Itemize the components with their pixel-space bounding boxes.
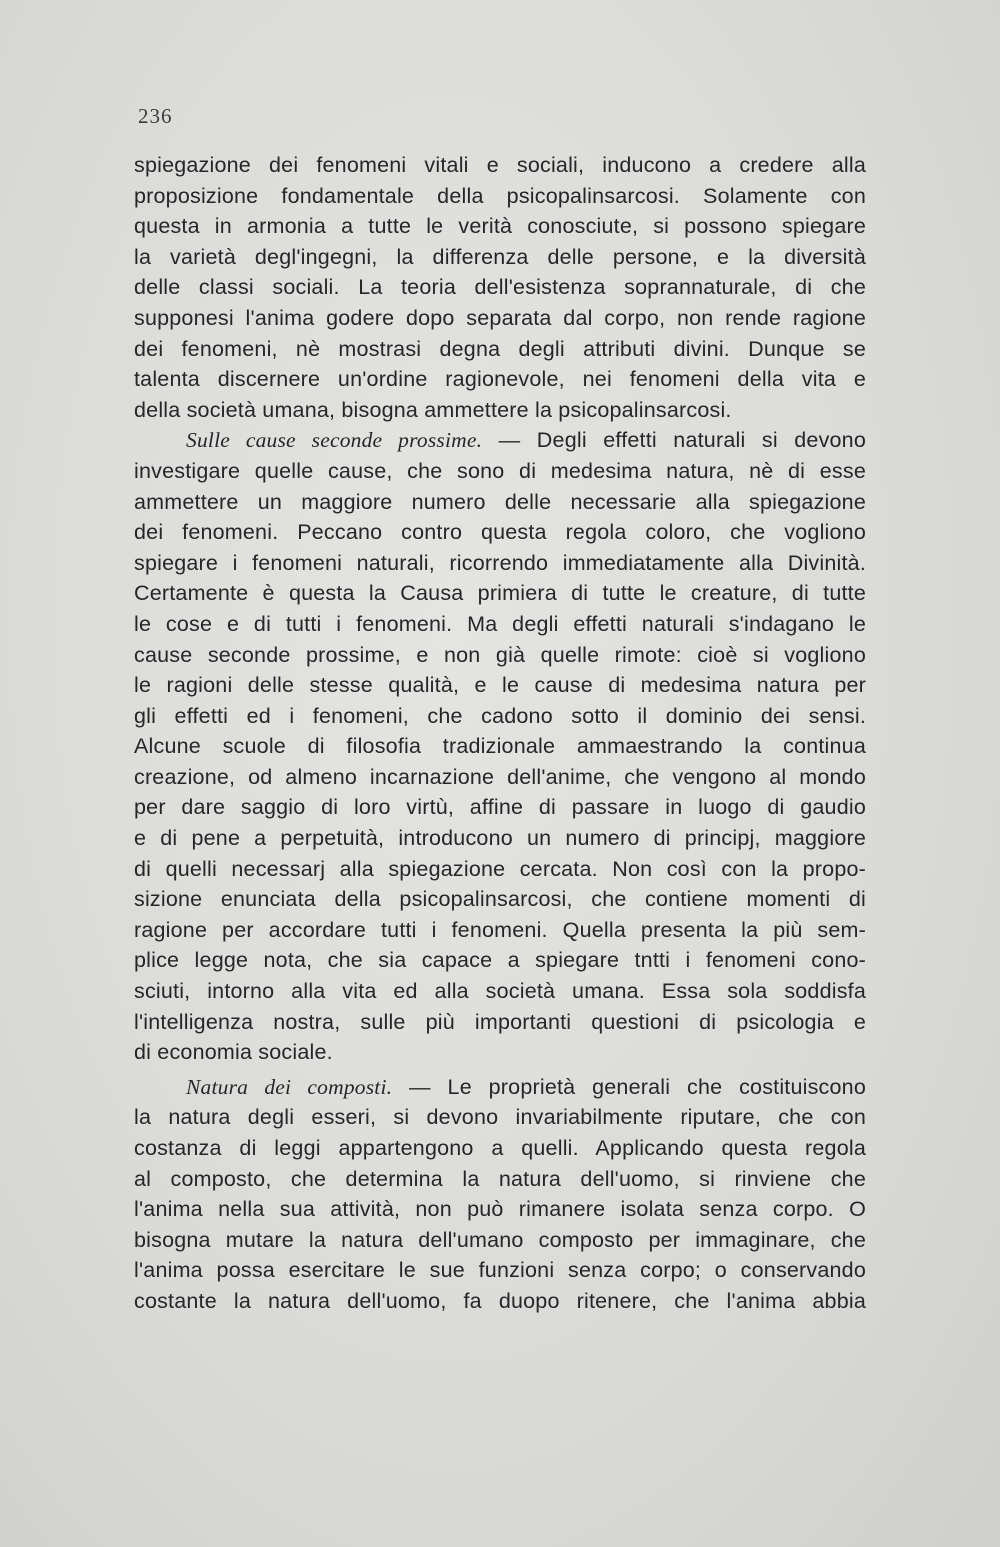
section-heading-line <box>134 425 866 456</box>
text-line: bisogna mutare la natura dell'umano composto per immaginare, che <box>134 1227 866 1252</box>
text-line: delle classi sociali. La teoria dell'esistenza soprannaturale, di che <box>134 275 866 300</box>
text-line: di economia sociale. <box>134 1040 333 1065</box>
page-number: 236 <box>138 104 173 128</box>
text-line: al composto, che determina la natura dell'uomo, si rinviene che <box>134 1166 866 1191</box>
heading-rest: — Le proprietà generali che costituiscono <box>409 1074 866 1099</box>
text-line: la natura degli esseri, si devono invariabilmente riputare, che con <box>134 1105 866 1130</box>
text-line: Certamente è questa la Causa primiera di tutte le creature, di tutte <box>134 581 866 606</box>
text-line: cause seconde prossime, e non già quelle rimote: cioè si vogliono <box>134 642 866 667</box>
text-line: la varietà degl'ingegni, la differenza delle persone, e la diversità <box>134 244 866 269</box>
text-line: plice legge nota, che sia capace a spiegare tntti i fenomeni cono- <box>134 948 866 973</box>
text-line: l'anima possa esercitare le sue funzioni senza corpo; o conservando <box>134 1258 866 1283</box>
text-line: ammettere un maggiore numero delle necessarie alla spiegazione <box>134 489 866 514</box>
text-line: creazione, od almeno incarnazione dell'anime, che vengono al mondo <box>134 764 866 789</box>
text-line: questa in armonia a tutte le verità conosciute, si possono spiegare <box>134 214 866 239</box>
text-line: le cose e di tutti i fenomeni. Ma degli effetti naturali s'indagano le <box>134 611 866 636</box>
text-line: spiegazione dei fenomeni vitali e sociali, inducono a credere alla <box>134 153 866 177</box>
text-line: di quelli necessarj alla spiegazione cercata. Non così con la propo- <box>134 856 866 881</box>
text-line: costante la natura dell'uomo, fa duopo ritenere, che l'anima abbia <box>134 1288 866 1313</box>
section-heading-cause-seconde: Sulle cause seconde prossime. <box>186 428 483 453</box>
text-line: Alcune scuole di filosofia tradizionale ammaestrando la continua <box>134 734 866 759</box>
text-line: sizione enunciata della psicopalinsarcosi, che contiene momenti di <box>134 887 866 912</box>
text-line: le ragioni delle stesse qualità, e le cause di medesima natura per <box>134 673 866 698</box>
text-line: dei fenomeni. Peccano contro questa regola coloro, che vogliono <box>134 520 866 545</box>
text-line: costanza di leggi appartengono a quelli. Applicando questa regola <box>134 1136 866 1160</box>
text-line: ragione per accordare tutti i fenomeni. Quella presenta la più sem- <box>134 917 866 942</box>
text-line: investigare quelle cause, che sono di medesima natura, nè di esse <box>134 458 866 483</box>
text-line: gli effetti ed i fenomeni, che cadono sotto il dominio dei sensi. <box>134 703 866 728</box>
text-line: sciuti, intorno alla vita ed alla società umana. Essa sola soddisfa <box>134 979 866 1004</box>
text-line: dei fenomeni, nè mostrasi degna degli attributi divini. Dunque se <box>134 336 866 361</box>
heading-rest: — Degli effetti naturali si devono <box>498 428 866 453</box>
text-line: supponesi l'anima godere dopo separata dal corpo, non rende ragione <box>134 305 866 330</box>
body-text <box>134 150 866 1317</box>
text-line: e di pene a perpetuità, introducono un numero di principj, maggiore <box>134 826 866 851</box>
paragraph-2 <box>134 425 866 1067</box>
text-line: per dare saggio di loro virtù, affine di passare in luogo di gaudio <box>134 795 866 820</box>
section-heading-natura-composti: Natura dei composti. <box>186 1074 393 1099</box>
paragraph-1 <box>134 150 866 425</box>
text-line: l'intelligenza nostra, sulle più importanti questioni di psicologia e <box>134 1009 866 1034</box>
text-line: della società umana, bisogna ammettere la psicopalinsarcosi. <box>134 397 732 422</box>
paragraph-3 <box>134 1072 866 1317</box>
text-line: talenta discernere un'ordine ragionevole, nei fenomeni della vita e <box>134 367 866 392</box>
section-heading-line <box>134 1072 866 1103</box>
text-line: spiegare i fenomeni naturali, ricorrendo immediatamente alla Divinità. <box>134 550 866 575</box>
text-line: l'anima nella sua attività, non può rimanere isolata senza corpo. O <box>134 1197 866 1222</box>
text-line: proposizione fondamentale della psicopalinsarcosi. Solamente con <box>134 183 866 208</box>
